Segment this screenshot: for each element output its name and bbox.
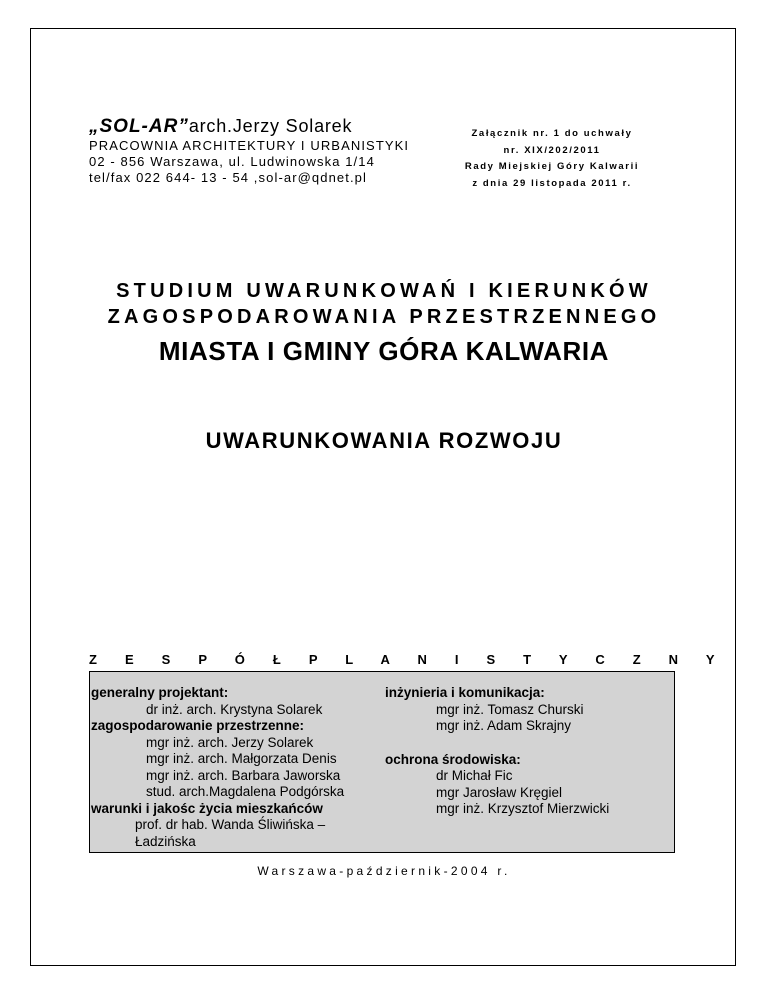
annex-line-2: nr. XIX/202/2011 — [503, 144, 601, 156]
team-member: Ładzińska — [135, 833, 196, 849]
firm-title — [89, 115, 409, 138]
document-subtitle: UWARUNKOWANIA ROZWOJU — [205, 428, 563, 453]
firm-person: arch.Jerzy Solarek — [188, 116, 353, 136]
annex-line-1: Załącznik nr. 1 do uchwały — [471, 128, 633, 139]
firm-name: „SOL-AR” — [89, 116, 189, 137]
team-member: dr inż. arch. Krystyna Solarek — [146, 701, 323, 717]
environment-heading: ochrona środowiska: — [385, 751, 521, 767]
living-conditions-heading: warunki i jakośc życia mieszkańców — [91, 800, 323, 816]
title-line-2: ZAGOSPODAROWANIA PRZESTRZENNEGO — [107, 306, 661, 328]
title-line-1: STUDIUM UWARUNKOWAŃ I KIERUNKÓW — [116, 280, 652, 302]
engineering-heading: inżynieria i komunikacja: — [385, 685, 545, 700]
firm-contact: tel/fax 022 644- 13 - 54 ,sol-ar@qdnet.pl — [89, 170, 367, 185]
team-member: mgr Jarosław Kręgiel — [436, 784, 563, 800]
team-member: mgr inż. Krzysztof Mierzwicki — [436, 801, 610, 816]
team-left-column — [91, 685, 344, 850]
footer-place-date: Warszawa-październik-2004 r. — [257, 864, 511, 878]
title-line-3: MIASTA I GMINY GÓRA KALWARIA — [158, 336, 610, 366]
spacer — [385, 735, 609, 752]
team-member: prof. dr hab. Wanda Śliwińska – — [135, 817, 326, 832]
annex-note — [452, 126, 652, 192]
team-member: mgr inż. Adam Skrajny — [436, 718, 572, 733]
team-member: mgr inż. arch. Jerzy Solarek — [146, 734, 314, 750]
team-member: dr Michał Fic — [436, 768, 513, 783]
firm-header — [89, 115, 409, 186]
team-member: mgr inż. Tomasz Churski — [436, 701, 584, 717]
spatial-planning-heading: zagospodarowanie przestrzenne: — [91, 718, 305, 733]
annex-line-4: z dnia 29 listopada 2011 r. — [472, 177, 632, 189]
team-box — [89, 671, 675, 853]
team-member: mgr inż. arch. Małgorzata Denis — [146, 751, 337, 766]
firm-line-1: PRACOWNIA ARCHITEKTURY I URBANISTYKI — [89, 138, 410, 153]
team-member: mgr inż. arch. Barbara Jaworska — [146, 767, 341, 783]
team-right-column — [385, 685, 609, 818]
team-member: stud. arch.Magdalena Podgórska — [146, 784, 345, 799]
general-designer-heading: generalny projektant: — [91, 685, 229, 700]
team-heading: Z E S P Ó Ł P L A N I S T Y C Z N Y — [89, 652, 727, 667]
firm-address: 02 - 856 Warszawa, ul. Ludwinowska 1/14 — [89, 154, 375, 169]
annex-line-3: Rady Miejskiej Góry Kalwarii — [464, 161, 640, 172]
